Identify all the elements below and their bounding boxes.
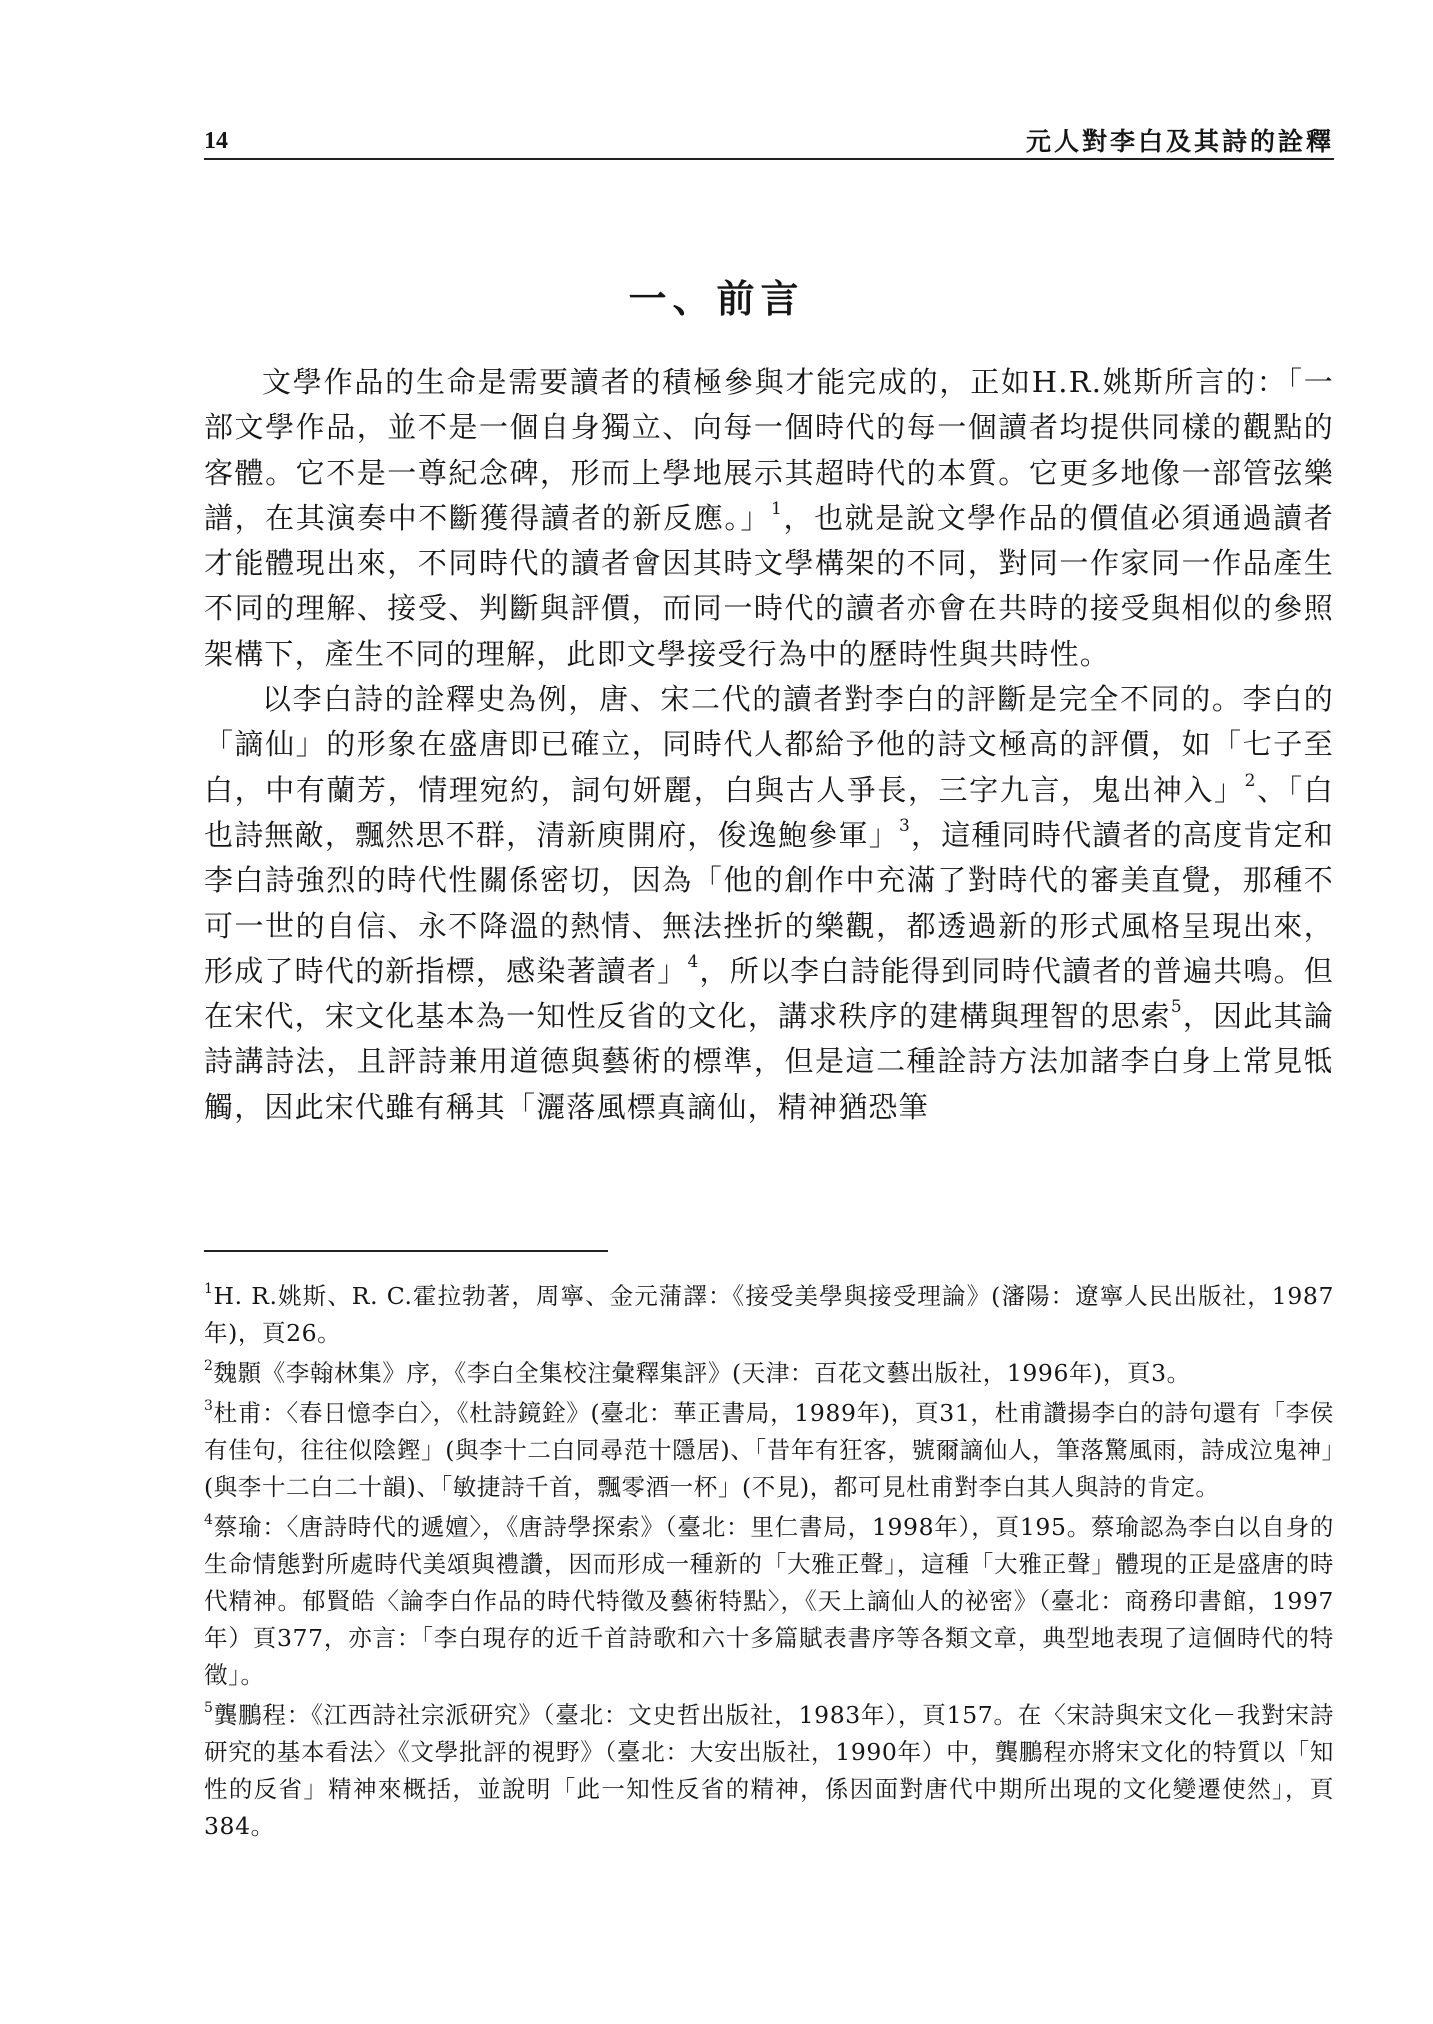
footnote [204, 1395, 1334, 1506]
paragraph [204, 677, 1334, 1130]
footnote-text: 龔鵬程：《江西詩社宗派研究》（臺北：文史哲出版社，1983年），頁157。在〈宋詩與宋文化－我對宋詩研究的基本看法〉《文學批評的視野》（臺北：大安出版社，1990年）中，龔鵬程亦將宋文化的特質以「知性的反省」精神來概括，並說明「此一知性反省的精神，係因面對唐代中期所出現的文化變遷使然」，頁384。 [204, 1701, 1334, 1840]
footnote-mark: 3 [204, 1398, 214, 1414]
text-segment: ，因此其論詩講詩法，且評詩兼用道德與藝術的標準，但是這二種詮詩方法加諸李白身上常見牴觸，因此宋代雖有稱其「灑落風標真謫仙，精神猶恐筆 [204, 999, 1334, 1124]
section-title: 一、前言 [628, 277, 805, 321]
text-segment: 以李白詩的詮釋史為例，唐、宋二代的讀者對李白的評斷是完全不同的。李白的「謫仙」的形象在盛唐即已確立，同時代人都給予他的詩文極高的評價，如「七子至白，中有蘭芳，情理宛約，詞句妍麗，白與古人爭長，三字九言，鬼出神入」 [204, 682, 1334, 807]
text-segment: ，也就是說文學作品的價值必須通過讀者才能體現出來，不同時代的讀者會因其時文學構架的不同，對同一作家同一作品產生不同的理解、接受、判斷與評價，而同一時代的讀者亦會在共時的接受與相似的參照架構下，產生不同的理解，此即文學接受行為中的歷時性與共時性。 [204, 500, 1334, 671]
footnotes [204, 1278, 1334, 1848]
running-title: 元人對李白及其詩的詮釋 [1025, 127, 1334, 156]
footnote-text: 魏顥《李翰林集》序，《李白全集校注彙釋集評》(天津：百花文藝出版社，1996年)，頁3。 [213, 1359, 1191, 1387]
footnote-ref: 2 [1244, 770, 1257, 791]
footnote-ref: 3 [898, 815, 911, 836]
page-header [204, 118, 1334, 158]
footnote-ref: 1 [771, 498, 784, 519]
page-number: 14 [204, 128, 228, 154]
footnote-mark: 5 [204, 1700, 214, 1716]
footnote-ref: 5 [1170, 997, 1183, 1018]
footnote-text: H. R.姚斯、R. C.霍拉勃著，周寧、金元蒲譯：《接受美學與接受理論》(瀋陽：遼寧人民出版社，1987年)，頁26。 [204, 1282, 1334, 1347]
footnote [204, 1697, 1334, 1845]
text-segment: 、「白也詩無敵，飄然思不群，清新庾開府，俊逸鮑參軍」 [204, 772, 1334, 852]
footnote [204, 1509, 1334, 1694]
footnote [204, 1278, 1334, 1352]
footnote-mark: 2 [204, 1358, 214, 1374]
header-rule [204, 158, 1334, 160]
text-segment: 文學作品的生命是需要讀者的積極參與才能完成的，正如H.R.姚斯所言的：「一部文學作品，並不是一個自身獨立、向每一個時代的每一個讀者均提供同樣的觀點的客體。它不是一尊紀念碑，形而上學地展示其超時代的本質。它更多地像一部管弦樂譜，在其演奏中不斷獲得讀者的新反應。」 [204, 365, 1334, 535]
text-segment: ，所以李白詩能得到同時代讀者的普遍共鳴。但在宋代，宋文化基本為一知性反省的文化，講求秩序的建構與理智的思索 [204, 953, 1335, 1034]
text-segment: ，這種同時代讀者的高度肯定和李白詩強烈的時代性關係密切，因為「他的創作中充滿了對時代的審美直覺，那種不可一世的自信、永不降溫的熱情、無法挫折的樂觀，都透過新的形式風格呈現出來，形成了時代的新指標，感染著讀者」 [204, 817, 1334, 988]
paragraph [204, 360, 1334, 677]
footnote-text: 杜甫：〈春日憶李白〉，《杜詩鏡銓》(臺北：華正書局，1989年)，頁31，杜甫讚揚李白的詩句還有「李侯有佳句，往往似陰鏗」(與李十二白同尋范十隱居)、「昔年有狂客，號爾謫仙人，筆落驚風雨，詩成泣鬼神」(與李十二白二十韻)、「敏捷詩千首，飄零酒一杯」(不見)，都可見杜甫對李白其人與詩的肯定。 [204, 1399, 1334, 1501]
footnote-rule [204, 1250, 608, 1252]
footnote-text: 蔡瑜：〈唐詩時代的遞嬗〉，《唐詩學探索》（臺北：里仁書局，1998年），頁195。蔡瑜認為李白以自身的生命情態對所處時代美頌與禮讚，因而形成一種新的「大雅正聲」，這種「大雅正聲」體現的正是盛唐的時代精神。郁賢皓〈論李白作品的時代特徵及藝術特點〉，《天上謫仙人的祕密》（臺北：商務印書館，1997年）頁377，亦言：「李白現存的近千首詩歌和六十多篇賦表書序等各類文章，典型地表現了這個時代的特徵」。 [204, 1513, 1334, 1689]
footnote-ref: 4 [687, 951, 700, 972]
footnote-mark: 1 [204, 1281, 214, 1297]
body-text [204, 360, 1334, 1130]
footnote-mark: 4 [204, 1512, 214, 1528]
footnote [204, 1355, 1334, 1392]
